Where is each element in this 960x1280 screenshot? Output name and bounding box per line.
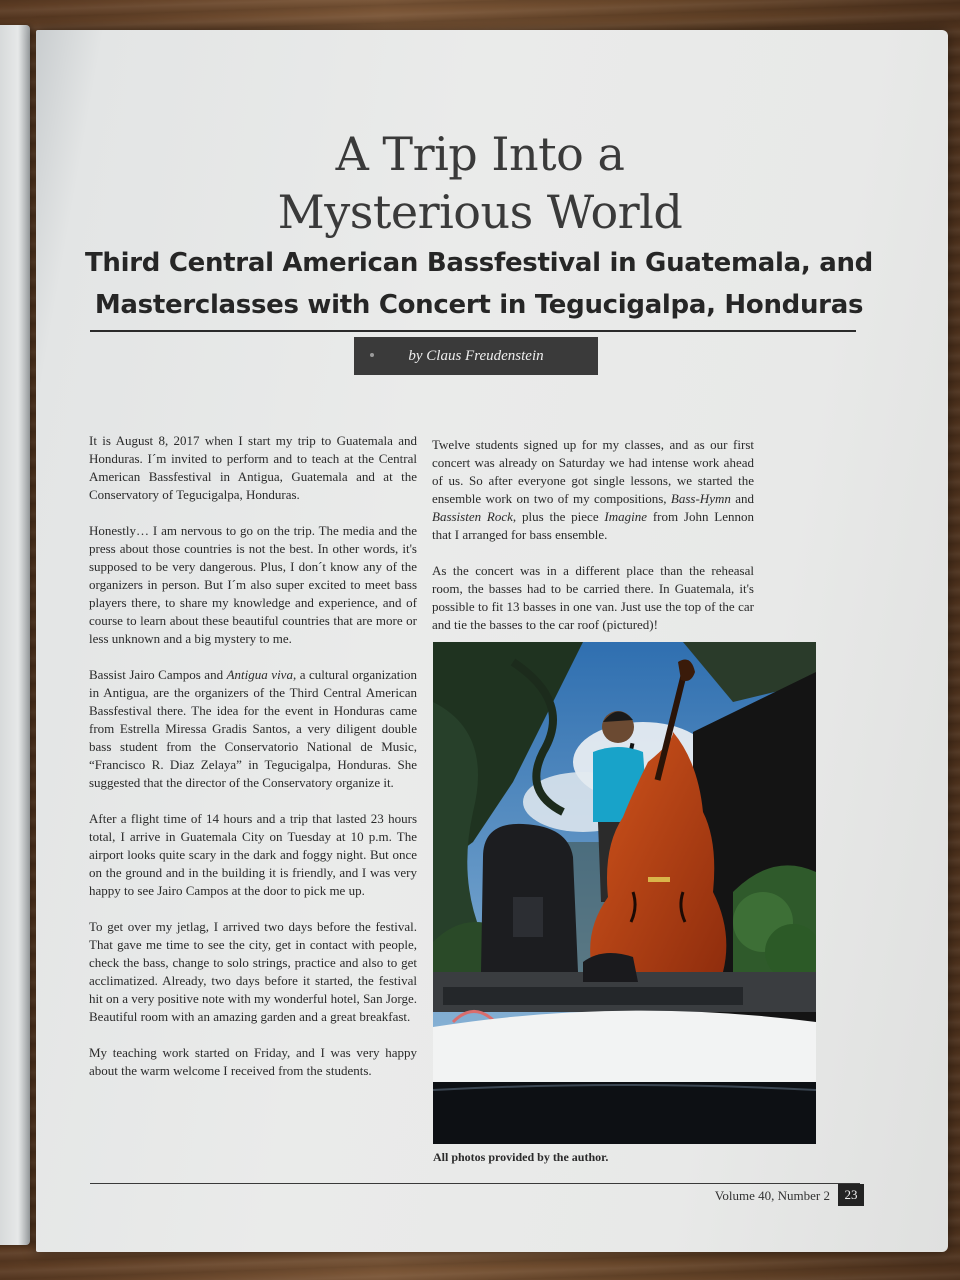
article-subtitle xyxy=(84,242,874,326)
paragraph-text: Bassist Jairo Campos and xyxy=(89,667,227,682)
volume-label: Volume 40, Number 2 xyxy=(714,1188,830,1203)
byline-bullet xyxy=(370,353,374,357)
paragraph xyxy=(432,436,754,544)
paragraph-text: Twelve students signed up for my classes, and as our first concert was already on Saturday we had intense work ahead of us. So after everyone got single lessons, we started the ensemble work on two of my compositions, xyxy=(432,437,754,506)
article-photo xyxy=(433,642,816,1144)
photo-illustration xyxy=(433,642,816,1144)
title-line-2: Mysterious World xyxy=(277,185,683,239)
paragraph: To get over my jetlag, I arrived two days before the festival. That gave me time to see the city, get in contact with people, check the bass, change to solo strings, practice and also to get acclimatized. Already, two days before it started, the festival hit on a very positive note with my wonderful hotel, San Jorge. Beautiful room with an amazing garden and a great breakfast. xyxy=(89,919,417,1024)
paragraph-text: from John Lennon that I arranged for bass ensemble. xyxy=(432,509,754,542)
paragraph: My teaching work started on Friday, and I was very happy about the warm welcome I received from the students. xyxy=(89,1045,417,1078)
left-column xyxy=(89,432,417,1098)
photo-caption: All photos provided by the author. xyxy=(433,1150,609,1164)
byline: by Claus Freudenstein xyxy=(354,337,598,375)
footer-rule xyxy=(90,1183,860,1184)
paragraph-text: and xyxy=(730,491,754,506)
paragraph-emphasis: Imagine xyxy=(604,509,648,524)
title-line-1: A Trip Into a xyxy=(335,127,625,181)
paragraph xyxy=(89,666,417,792)
subtitle-line-2: Masterclasses with Concert in Tegucigalpa, Honduras xyxy=(94,290,864,320)
paragraph-emphasis: Bass-Hymn xyxy=(670,491,731,506)
subtitle-line-1: Third Central American Bassfestival in Guatemala, and xyxy=(85,248,873,278)
page-number: 23 xyxy=(838,1184,864,1206)
paragraph-text: , a cultural organization in Antigua, are the organizers of the Third Central American Bassfestival there. The idea for the event in Honduras came from Estrella Miressa Gradis Santos, a very diligent double bass student from the Conservatorio National de Music, “Francisco R. Diaz Zelaya” in Tegucigalpa, Honduras. She suggested that the director of the Conservatory organize it. xyxy=(89,667,417,790)
paragraph: As the concert was in a different place than the reheasal room, the basses had to be carried there. In Guatemala, it's possible to fit 13 basses in one van. Just use the top of the car and tie the basses to the car roof (pictured)! xyxy=(432,563,754,632)
paragraph-text: , plus the piece xyxy=(512,509,605,524)
paragraph-emphasis: Bassisten Rock xyxy=(432,509,513,524)
right-column xyxy=(432,436,754,652)
paragraph-emphasis: Antigua viva xyxy=(226,667,293,682)
previous-page-edge xyxy=(0,25,30,1245)
article-title xyxy=(120,125,840,241)
paragraph: Honestly… I am nervous to go on the trip. The media and the press about those countries is not the best. In other words, it's supposed to be very dangerous. Plus, I don´t know any of the organizers in person. But I´m also super excited to meet bass players there, to share my knowledge and experience, and of course to learn about these beautiful countries that are more or less unknown and a big mystery to me. xyxy=(89,523,417,646)
header-rule xyxy=(90,330,856,332)
paragraph: It is August 8, 2017 when I start my trip to Guatemala and Honduras. I´m invited to perform and to teach at the Central American Bassfestival in Antigua, Guatemala and at the Conservatory of Tegucigalpa, Honduras. xyxy=(89,433,417,502)
paragraph: After a flight time of 14 hours and a trip that lasted 23 hours total, I arrive in Guatemala City on Tuesday at 10 p.m. The airport looks quite scary in the dark and foggy night. But once on the ground and in the building it is friendly, and I was very happy to see Jairo Campos at the door to pick me up. xyxy=(89,811,417,898)
